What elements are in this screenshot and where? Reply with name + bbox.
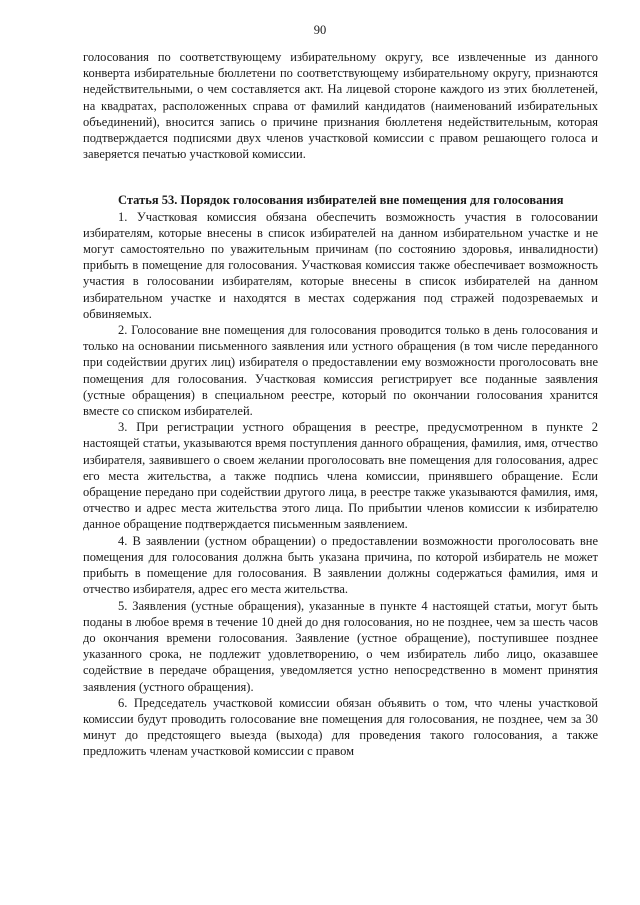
article-paragraph-5: 5. Заявления (устные обращения), указанные в пункте 4 настоящей статьи, могут быть поданы в любое время в течение 10 дней до дня голосования, но не позднее, чем за шесть часов до окончания времени голосования. Заявление (устное обращение), поступившее позднее указанного срока, не подлежит удовлетворению, о чем избиратель либо лицо, оказавшее содействие в передаче обращения, уведомляется устно непосредственно в момент принятия заявления (устного обращения).: [83, 598, 598, 694]
page-number: 90: [313, 23, 327, 37]
article-paragraph-2: 2. Голосование вне помещения для голосования проводится только в день голосования и только на основании письменного заявления или устного обращения (в том числе переданного при содействии других лиц) избирателя о предоставлении ему возможности проголосовать вне помещения для голосования. Участковая комиссия регистрирует все поданные заявления (устные обращения) в специальном реестре, который по окончании голосования хранится вместе со списком избирателей.: [83, 323, 598, 419]
article-heading: Статья 53. Порядок голосования избирателей вне помещения для голосования: [118, 193, 564, 208]
continuation-paragraph: голосования по соответствующему избирательному округу, все извлеченные из данного конверта избирательные бюллетени по соответствующему избирательному округу, признаются недействительными, о чем составляется акт. На лицевой стороне каждого из этих бюллетеней, на квадратах, расположенных справа от фамилий кандидатов (наименований избирательных объединений), вносится запись о причине признания бюллетеня недействительным, которая подтверждается подписями двух членов участковой комиссии с правом решающего голоса и заверяется печатью участковой комиссии.: [83, 50, 598, 162]
page-content: [83, 49, 598, 760]
article-paragraph-3: 3. При регистрации устного обращения в реестре, предусмотренном в пункте 2 настоящей статьи, указываются время поступления данного обращения, фамилия, имя, отчество избирателя, заявившего о своем желании проголосовать вне помещения для голосования, адрес его места жительства, а также подпись члена комиссии, принявшего обращение. Если обращение передано при содействии другого лица, в реестре также указываются фамилия, имя, отчество и адрес места жительства этого лица. По прибытии членов комиссии к избирателю данное обращение подтверждается письменным заявлением.: [83, 420, 598, 532]
article-paragraph-1: 1. Участковая комиссия обязана обеспечить возможность участия в голосовании избирателям, которые внесены в список избирателей на данном избирательном участке и не могут самостоятельно по уважительным причинам (по состоянию здоровья, инвалидности) прибыть в помещение для голосования. Участковая комиссия также обеспечивает возможность участия в голосовании избирателям, которые внесены в список избирателей на данном избирательном участке и находятся в местах содержания под стражей подозреваемых и обвиняемых.: [83, 209, 598, 321]
article-paragraph-6: 6. Председатель участковой комиссии обязан объявить о том, что члены участковой комиссии будут проводить голосование вне помещения для голосования, не позднее, чем за 30 минут до предстоящего выезда (выхода) для проведения такого голосования, а также предложить членам участковой комиссии с правом: [83, 695, 598, 759]
article-paragraph-4: 4. В заявлении (устном обращении) о предоставлении возможности проголосовать вне помещения для голосования должна быть указана причина, по которой избиратель не может прибыть в помещение для голосования. В заявлении должны содержаться фамилия, имя и отчество избирателя, адрес его места жительства.: [83, 533, 598, 597]
